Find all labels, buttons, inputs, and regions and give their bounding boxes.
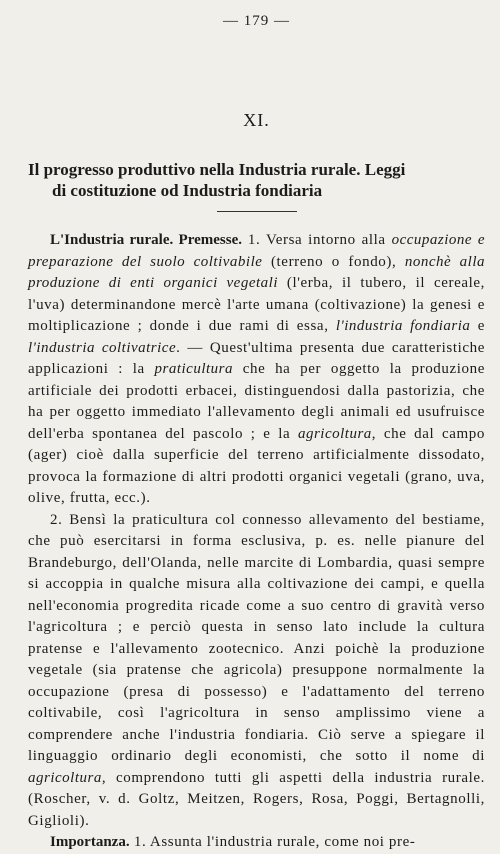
- text-run: (terreno o fondo),: [262, 253, 405, 270]
- section-title-importanza: Importanza.: [50, 834, 130, 850]
- body-text: [28, 230, 485, 854]
- section-title-industria-rurale: L'Industria rurale. Premesse.: [50, 232, 242, 248]
- text-run: , che dal campo (ager) cioè dalla superficie del terreno artificialmente dissodato, provoca la formazione di altri prodotti organici vegetali (grano, uva, olive, frutta, ecc.).: [28, 425, 485, 506]
- paragraph-3: [28, 832, 485, 854]
- italic-run: nonchè alla produzione di enti organici vegetali: [28, 253, 485, 291]
- heading-line-1: Il progresso produttivo nella Industria rurale. Leggi: [28, 160, 406, 179]
- chapter-heading: [28, 159, 485, 201]
- heading-line-2: di costituzione od Industria fondiaria: [52, 181, 323, 200]
- paragraph-1: [28, 230, 485, 510]
- page-number: — 179 —: [223, 13, 290, 29]
- italic-run: agricoltura: [28, 769, 102, 786]
- text-run: 2. Bensì la praticultura col connesso allevamento del bestiame, che può esercitarsi in forma esclusiva, p. es. nelle pianure del Brandeburgo, dell'Olanda, nelle marcite di Lombardia, quasi sempre si accoppia in qualche misura alla coltivazione dei campi, e quella nell'economia progredita ricade come a suo centro di gravità verso l'agricoltura ; e perciò questa in senso lato include la cultura pratense e l'allevamento zootecnico. Anzi poichè la produzione vegetale (sia pratense che agricola) presuppone normalmente la occupazione (presa di possesso) e l'adattamento del terreno coltivabile, così l'agricoltura in senso amplissimo viene a comprendere anche l'industria fondiaria. Ciò serve a spiegare il linguaggio ordinario degli economisti, che sotto il nome di: [28, 511, 485, 764]
- italic-run: praticultura: [154, 361, 233, 377]
- chapter-number: XI.: [243, 110, 270, 130]
- text-run: che ha per oggetto la produzione artificiale dei prodotti erbacei, distinguendosi dalla pastorizia, che ha per oggetto immediato l'allevamento degli animali ed usufruisce dell'erba spontanea del pascolo ; e la: [28, 361, 485, 442]
- heading-divider: [217, 211, 297, 212]
- italic-run: l'industria fondiaria: [335, 318, 471, 334]
- italic-run: l'industria coltivatrice: [28, 339, 177, 356]
- text-run: . — Quest'ultima presenta due caratteristiche applicazioni : la: [28, 339, 485, 377]
- paragraph-2: [28, 510, 485, 833]
- text-run: (l'erba, il tubero, il cereale, l'uva) determinandone mercè l'arte umana (coltivazione) la genesi e moltiplicazione ; donde i due rami di essa,: [28, 275, 485, 334]
- text-run: e: [470, 318, 485, 334]
- text-run: , comprendono tutti gli aspetti della industria rurale. (Roscher, v. d. Goltz, Meitzen, Rogers, Rosa, Poggi, Bertagnolli, Giglioli).: [28, 769, 485, 829]
- text-run: 1. Assunta l'industria rurale, come noi pre-: [129, 834, 416, 850]
- italic-run: occupazione e preparazione del suolo coltivabile: [28, 232, 486, 270]
- text-run: 1. Versa intorno alla: [241, 232, 392, 248]
- italic-run: agricoltura: [297, 425, 372, 442]
